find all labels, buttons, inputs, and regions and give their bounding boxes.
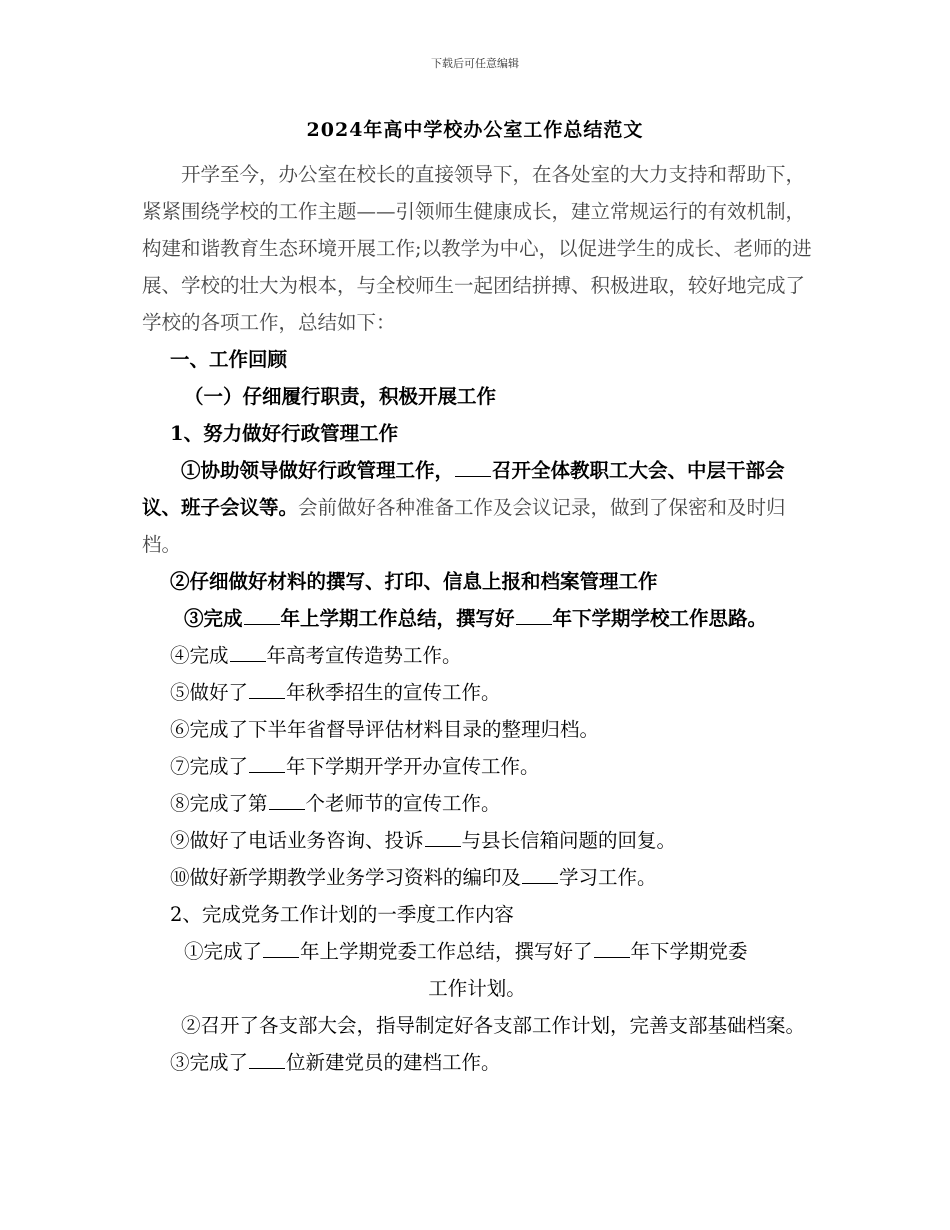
list-item-text: 与县长信箱问题的回复。 — [461, 829, 677, 852]
item-heading: 2、完成党务工作计划的一季度工作内容 — [170, 903, 514, 926]
list-item-text: ⑤做好了 — [170, 681, 249, 704]
list-item — [142, 600, 812, 637]
list-item-text: 学习工作。 — [559, 866, 657, 889]
list-item-text: ④完成 — [170, 644, 229, 667]
blank-line — [263, 939, 299, 958]
blank-line — [594, 939, 630, 958]
blank-line — [244, 606, 280, 625]
blank-line — [455, 458, 491, 477]
list-item-text: 年上学期党委工作总结，撰写好了 — [300, 940, 593, 963]
blank-line — [249, 680, 285, 699]
list-item-text: 会前做好各种准备工作及会议记录，做到了保密和及时归档。 — [142, 496, 786, 556]
list-item — [142, 452, 812, 563]
list-item-text: ⑧完成了第 — [170, 792, 268, 815]
list-item-text: ⑦完成了 — [170, 755, 249, 778]
list-item — [142, 674, 812, 711]
blank-line — [269, 791, 305, 810]
list-item — [142, 785, 812, 822]
list-item-text: 年下学期学校工作思路。 — [552, 607, 768, 630]
list-item-text: ③完成了 — [170, 1051, 249, 1074]
list-item: ②召开了各支部大会，指导制定好各支部工作计划，完善支部基础档案。 — [181, 1014, 806, 1037]
blank-line — [249, 754, 285, 773]
list-item-text: ③完成 — [184, 607, 243, 630]
list-item-text: 年高考宣传造势工作。 — [266, 644, 462, 667]
list-item — [142, 859, 812, 896]
intro-paragraph: 开学至今，办公室在校长的直接领导下，在各处室的大力支持和帮助下，紧紧围绕学校的工作主题——引领师生健康成长，建立常规运行的有效机制，构建和谐教育生态环境开展工作;以教学为中心，以促进学生的成长、老师的进展、学校的壮大为根本，与全校师生一起团结拼搏、积极进取，较好地完成了学校的各项工作，总结如下： — [142, 163, 812, 334]
subsection-heading: （一）仔细履行职责，积极开展工作 — [184, 385, 497, 408]
list-item-continuation: 工作计划。 — [428, 977, 526, 1000]
blank-line — [522, 865, 558, 884]
list-item-text: 召开全体教职工大会、中层干部会议、班子会议等。 — [142, 459, 785, 519]
list-item — [142, 748, 812, 785]
list-item-text: 年秋季招生的宣传工作。 — [286, 681, 501, 704]
item-heading: 1、努力做好行政管理工作 — [170, 422, 399, 445]
blank-line — [230, 643, 266, 662]
list-item-text: 个老师节的宣传工作。 — [305, 792, 501, 815]
list-item-text: ⑨做好了电话业务咨询、投诉 — [170, 829, 424, 852]
blank-line — [516, 606, 552, 625]
list-item-text: 年下学期党委 — [630, 940, 748, 963]
list-item — [142, 637, 812, 674]
section-heading: 一、工作回顾 — [170, 348, 288, 371]
list-item: ⑥完成了下半年省督导评估材料目录的整理归档。 — [170, 718, 600, 741]
list-item — [142, 822, 812, 859]
list-item-text: ①完成了 — [184, 940, 263, 963]
document-body — [142, 156, 812, 1081]
header-note: 下载后可任意编辑 — [431, 57, 519, 70]
blank-line — [249, 1050, 285, 1069]
list-item-text: 年上学期工作总结，撰写好 — [280, 607, 515, 630]
list-item-text: ⑩做好新学期教学业务学习资料的编印及 — [170, 866, 522, 889]
list-item: ②仔细做好材料的撰写、打印、信息上报和档案管理工作 — [170, 570, 658, 593]
blank-line — [425, 828, 461, 847]
list-item-text: 年下学期开学开办宣传工作。 — [286, 755, 540, 778]
list-item — [142, 933, 812, 970]
list-item-text: 位新建党员的建档工作。 — [286, 1051, 501, 1074]
list-item — [142, 1044, 812, 1081]
document-title: 2024年高中学校办公室工作总结范文 — [306, 119, 644, 141]
list-item-text: ①协助领导做好行政管理工作， — [181, 459, 455, 482]
